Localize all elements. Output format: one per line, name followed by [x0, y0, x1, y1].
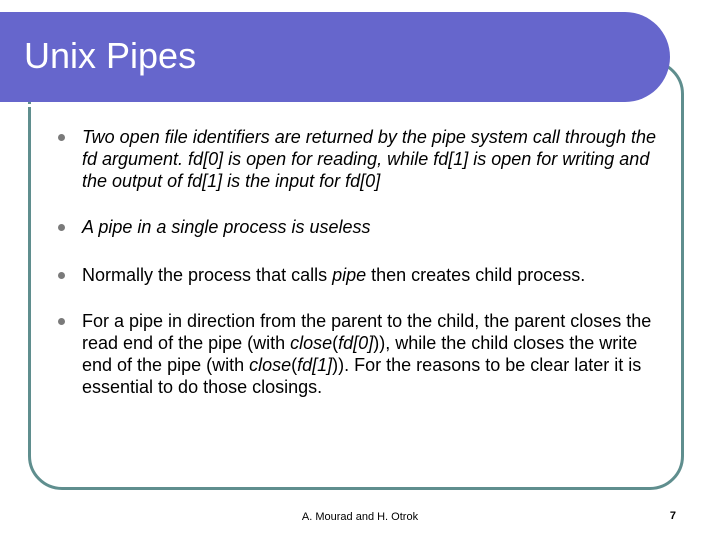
bullet-text: (	[291, 355, 298, 375]
bullet-emphasis: fd[0]	[338, 333, 374, 353]
bullet-text: Normally the process that calls	[82, 265, 333, 285]
bullet-text: then creates child process.	[366, 265, 586, 285]
bullet-text: )). For the reasons to be clear later it is essential to do those closings.	[82, 355, 642, 397]
bullet-dot-icon	[58, 272, 65, 279]
bullet-text: A pipe in a single process is useless	[82, 217, 371, 237]
bullet-item	[56, 264, 664, 286]
bullet-text: (	[332, 333, 339, 353]
bullet-dot-icon	[58, 134, 65, 141]
page-number: 7	[669, 510, 676, 522]
bullet-emphasis: close	[249, 355, 292, 375]
bullet-text: Two open file identifiers are returned by the pipe system call through the fd argument. fd[0] is open for reading, while fd[1] is open for writing and the output of fd[1] is the input for fd[0]	[82, 127, 656, 191]
bullet-item	[56, 310, 664, 398]
title-underline	[0, 104, 636, 107]
bullet-text: )), while the child closes the write end of the pipe (with	[82, 333, 638, 375]
bullet-text: For a pipe in direction from the parent to the child, the parent closes the read end of the pipe (with	[82, 311, 652, 353]
bullet-item	[56, 216, 664, 238]
footer-author: A. Mourad and H. Otrok	[301, 511, 419, 523]
bullet-emphasis: close	[290, 333, 333, 353]
bullet-emphasis: pipe	[332, 265, 367, 285]
bullet-list	[56, 126, 664, 398]
bullet-dot-icon	[58, 224, 65, 231]
bullet-item	[56, 126, 664, 192]
slide-title: Unix Pipes	[24, 35, 197, 76]
bullet-dot-icon	[58, 318, 65, 325]
bullet-emphasis: fd[1]	[297, 355, 333, 375]
